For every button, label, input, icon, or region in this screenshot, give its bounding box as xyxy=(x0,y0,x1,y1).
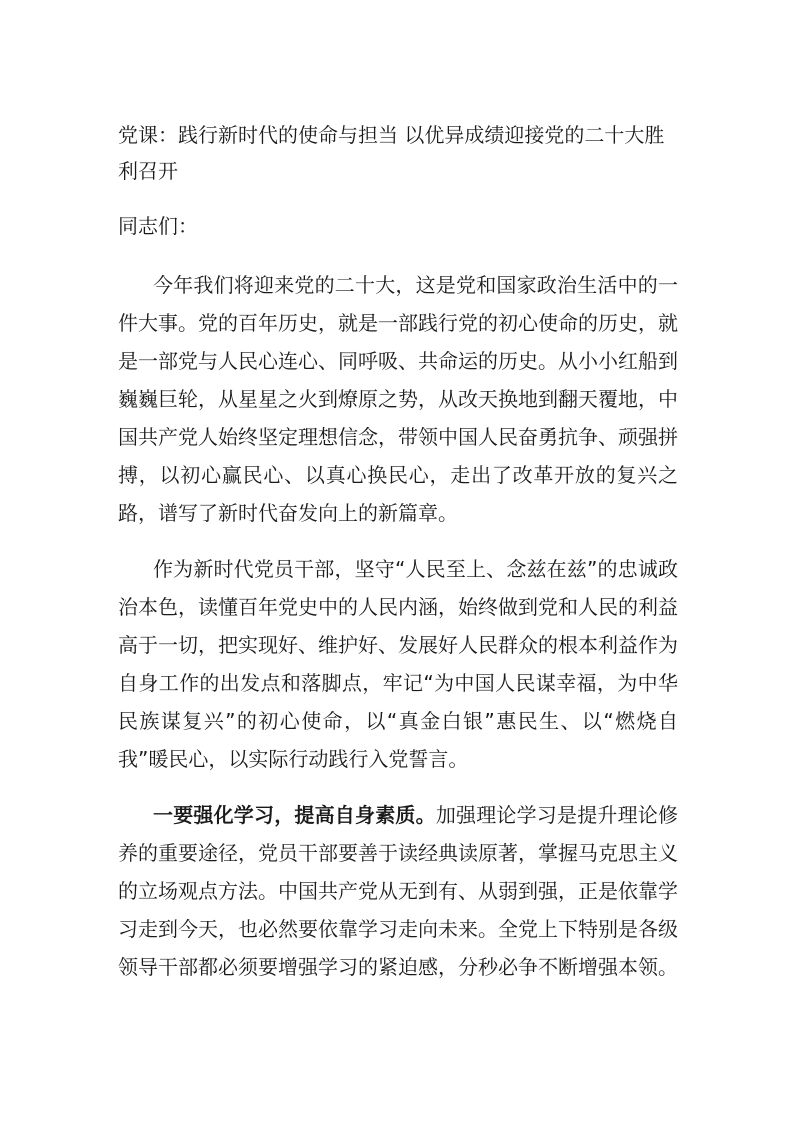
paragraph-cadre-duty xyxy=(118,550,678,778)
document-body xyxy=(118,117,678,986)
paragraph-lead-heading: 一要强化学习，提高自身素质。 xyxy=(153,803,436,827)
document-title: 党课：践行新时代的使命与担当 以优异成绩迎接党的二十大胜利召开 xyxy=(118,123,665,183)
paragraph-study xyxy=(118,796,678,986)
paragraph-text: 今年我们将迎来党的二十大，这是党和国家政治生活中的一件大事。党的百年历史，就是一部践行党的初心使命的历史，就是一部党与人民心连心、同呼吸、共命运的历史。从小小红船到巍巍巨轮，从星星之火到燎原之势，从改天换地到翻天覆地，中国共产党人始终坚定理想信念，带领中国人民奋勇抗争、顽强拼搏，以初心赢民心、以真心换民心，走出了改革开放的复兴之路，谱写了新时代奋发向上的新篇章。 xyxy=(118,273,678,525)
paragraph-intro xyxy=(118,266,678,532)
paragraph-text: 作为新时代党员干部，坚守“人民至上、念兹在兹”的忠诚政治本色，读懂百年党史中的人民内涵，始终做到党和人民的利益高于一切，把实现好、维护好、发展好人民群众的根本利益作为自身工作的出发点和落脚点，牢记“为中国人民谋幸福，为中华民族谋复兴”的初心使命，以“真金白银”惠民生、以“燃烧自我”暖民心，以实际行动践行入党誓言。 xyxy=(118,557,678,771)
paragraph-text: 加强理论学习是提升理论修养的重要途径，党员干部要善于读经典读原著，掌握马克思主义的立场观点方法。中国共产党从无到有、从弱到强，正是依靠学习走到今天，也必然要依靠学习走向未来。全党上下特别是各级领导干部都必须要增强学习的紧迫感，分秒必争不断增强本领。 xyxy=(118,803,679,979)
salutation: 同志们： xyxy=(118,214,198,238)
